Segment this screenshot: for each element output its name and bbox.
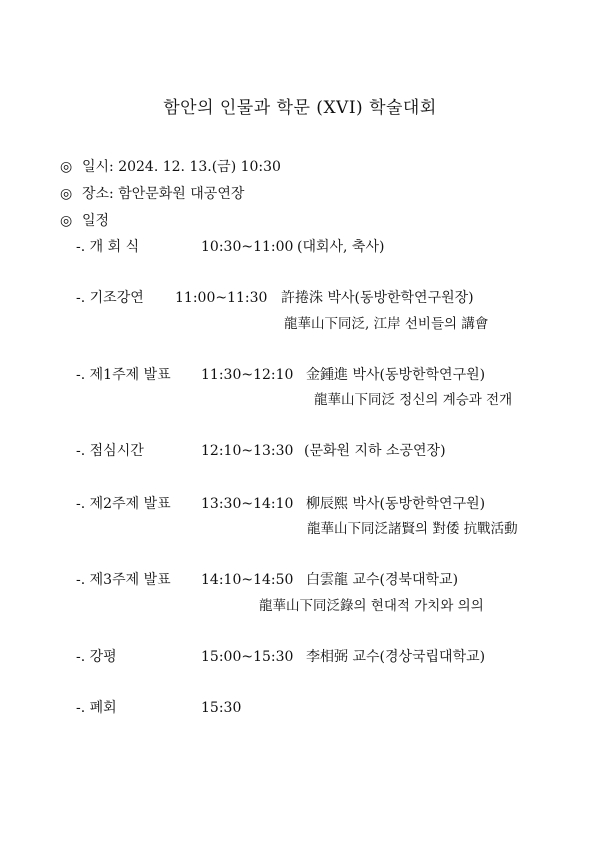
item-speaker: (대회사, 축사) xyxy=(297,239,385,255)
schedule-item-review xyxy=(76,648,117,666)
item-time: 11:30~12:10 xyxy=(201,367,294,383)
item-time: 10:30~11:00 xyxy=(201,239,294,255)
item-speaker: 柳辰熙 박사(동방한학연구원) xyxy=(306,496,486,512)
item-time: 15:00~15:30 xyxy=(201,649,294,665)
item-prefix: -. xyxy=(76,496,86,512)
item-label: 점심시간 xyxy=(89,443,144,459)
date-text: 일시: 2024. 12. 13.(금) 10:30 xyxy=(82,159,281,175)
schedule-item-topic-1 xyxy=(76,366,171,384)
item-prefix: -. xyxy=(76,700,86,716)
item-prefix: -. xyxy=(76,290,86,306)
venue-text: 장소: 함안문화원 대공연장 xyxy=(82,186,245,202)
item-label: 개 회 식 xyxy=(89,239,140,255)
item-label: 제3주제 발표 xyxy=(89,572,171,588)
item-label: 폐회 xyxy=(89,700,117,716)
page-title: 함안의 인물과 학문 (XVI) 학술대회 xyxy=(163,98,437,118)
item-speaker: 李相弼 교수(경상국립대학교) xyxy=(306,649,486,665)
item-speaker: 許捲洙 박사(동방한학연구원장) xyxy=(281,290,474,306)
item-prefix: -. xyxy=(76,443,86,459)
item-label: 제1주제 발표 xyxy=(89,367,171,383)
item-label: 제2주제 발표 xyxy=(89,496,171,512)
item-time: 14:10~14:50 xyxy=(201,572,294,588)
schedule-heading: 일정 xyxy=(82,213,110,229)
item-label: 강평 xyxy=(89,649,117,665)
item-prefix: -. xyxy=(76,649,86,665)
venue-line xyxy=(60,185,244,203)
schedule-item-closing xyxy=(76,699,117,717)
item-speaker: 金鍾進 박사(동방한학연구원) xyxy=(306,367,486,383)
item-prefix: -. xyxy=(76,239,86,255)
schedule-item-keynote xyxy=(76,289,144,307)
item-prefix: -. xyxy=(76,367,86,383)
schedule-item-topic-2 xyxy=(76,495,171,513)
schedule-item-topic-3 xyxy=(76,571,171,589)
date-line xyxy=(60,158,281,176)
item-speaker: (문화원 지하 소공연장) xyxy=(304,443,446,459)
schedule-item-opening xyxy=(76,238,139,256)
item-topic: 龍華山下同泛 정신의 계승과 전개 xyxy=(314,392,513,408)
item-topic: 龍華山下同泛諸賢의 對倭 抗戰活動 xyxy=(307,521,518,537)
item-time: 11:00~11:30 xyxy=(175,290,268,306)
schedule-item-lunch xyxy=(76,442,144,460)
double-circle-icon: ◎ xyxy=(60,186,73,202)
item-prefix: -. xyxy=(76,572,86,588)
double-circle-icon: ◎ xyxy=(60,159,73,175)
item-speaker: 白雲龍 교수(경북대학교) xyxy=(306,572,459,588)
item-label: 기조강연 xyxy=(89,290,144,306)
item-topic: 龍華山下同泛, 江岸 선비들의 講會 xyxy=(284,316,489,332)
schedule-heading-line xyxy=(60,212,109,230)
double-circle-icon: ◎ xyxy=(60,213,73,229)
item-time: 15:30 xyxy=(201,700,242,716)
item-time: 13:30~14:10 xyxy=(201,496,294,512)
item-time: 12:10~13:30 xyxy=(201,443,294,459)
item-topic: 龍華山下同泛錄의 현대적 가치와 의의 xyxy=(259,598,484,614)
